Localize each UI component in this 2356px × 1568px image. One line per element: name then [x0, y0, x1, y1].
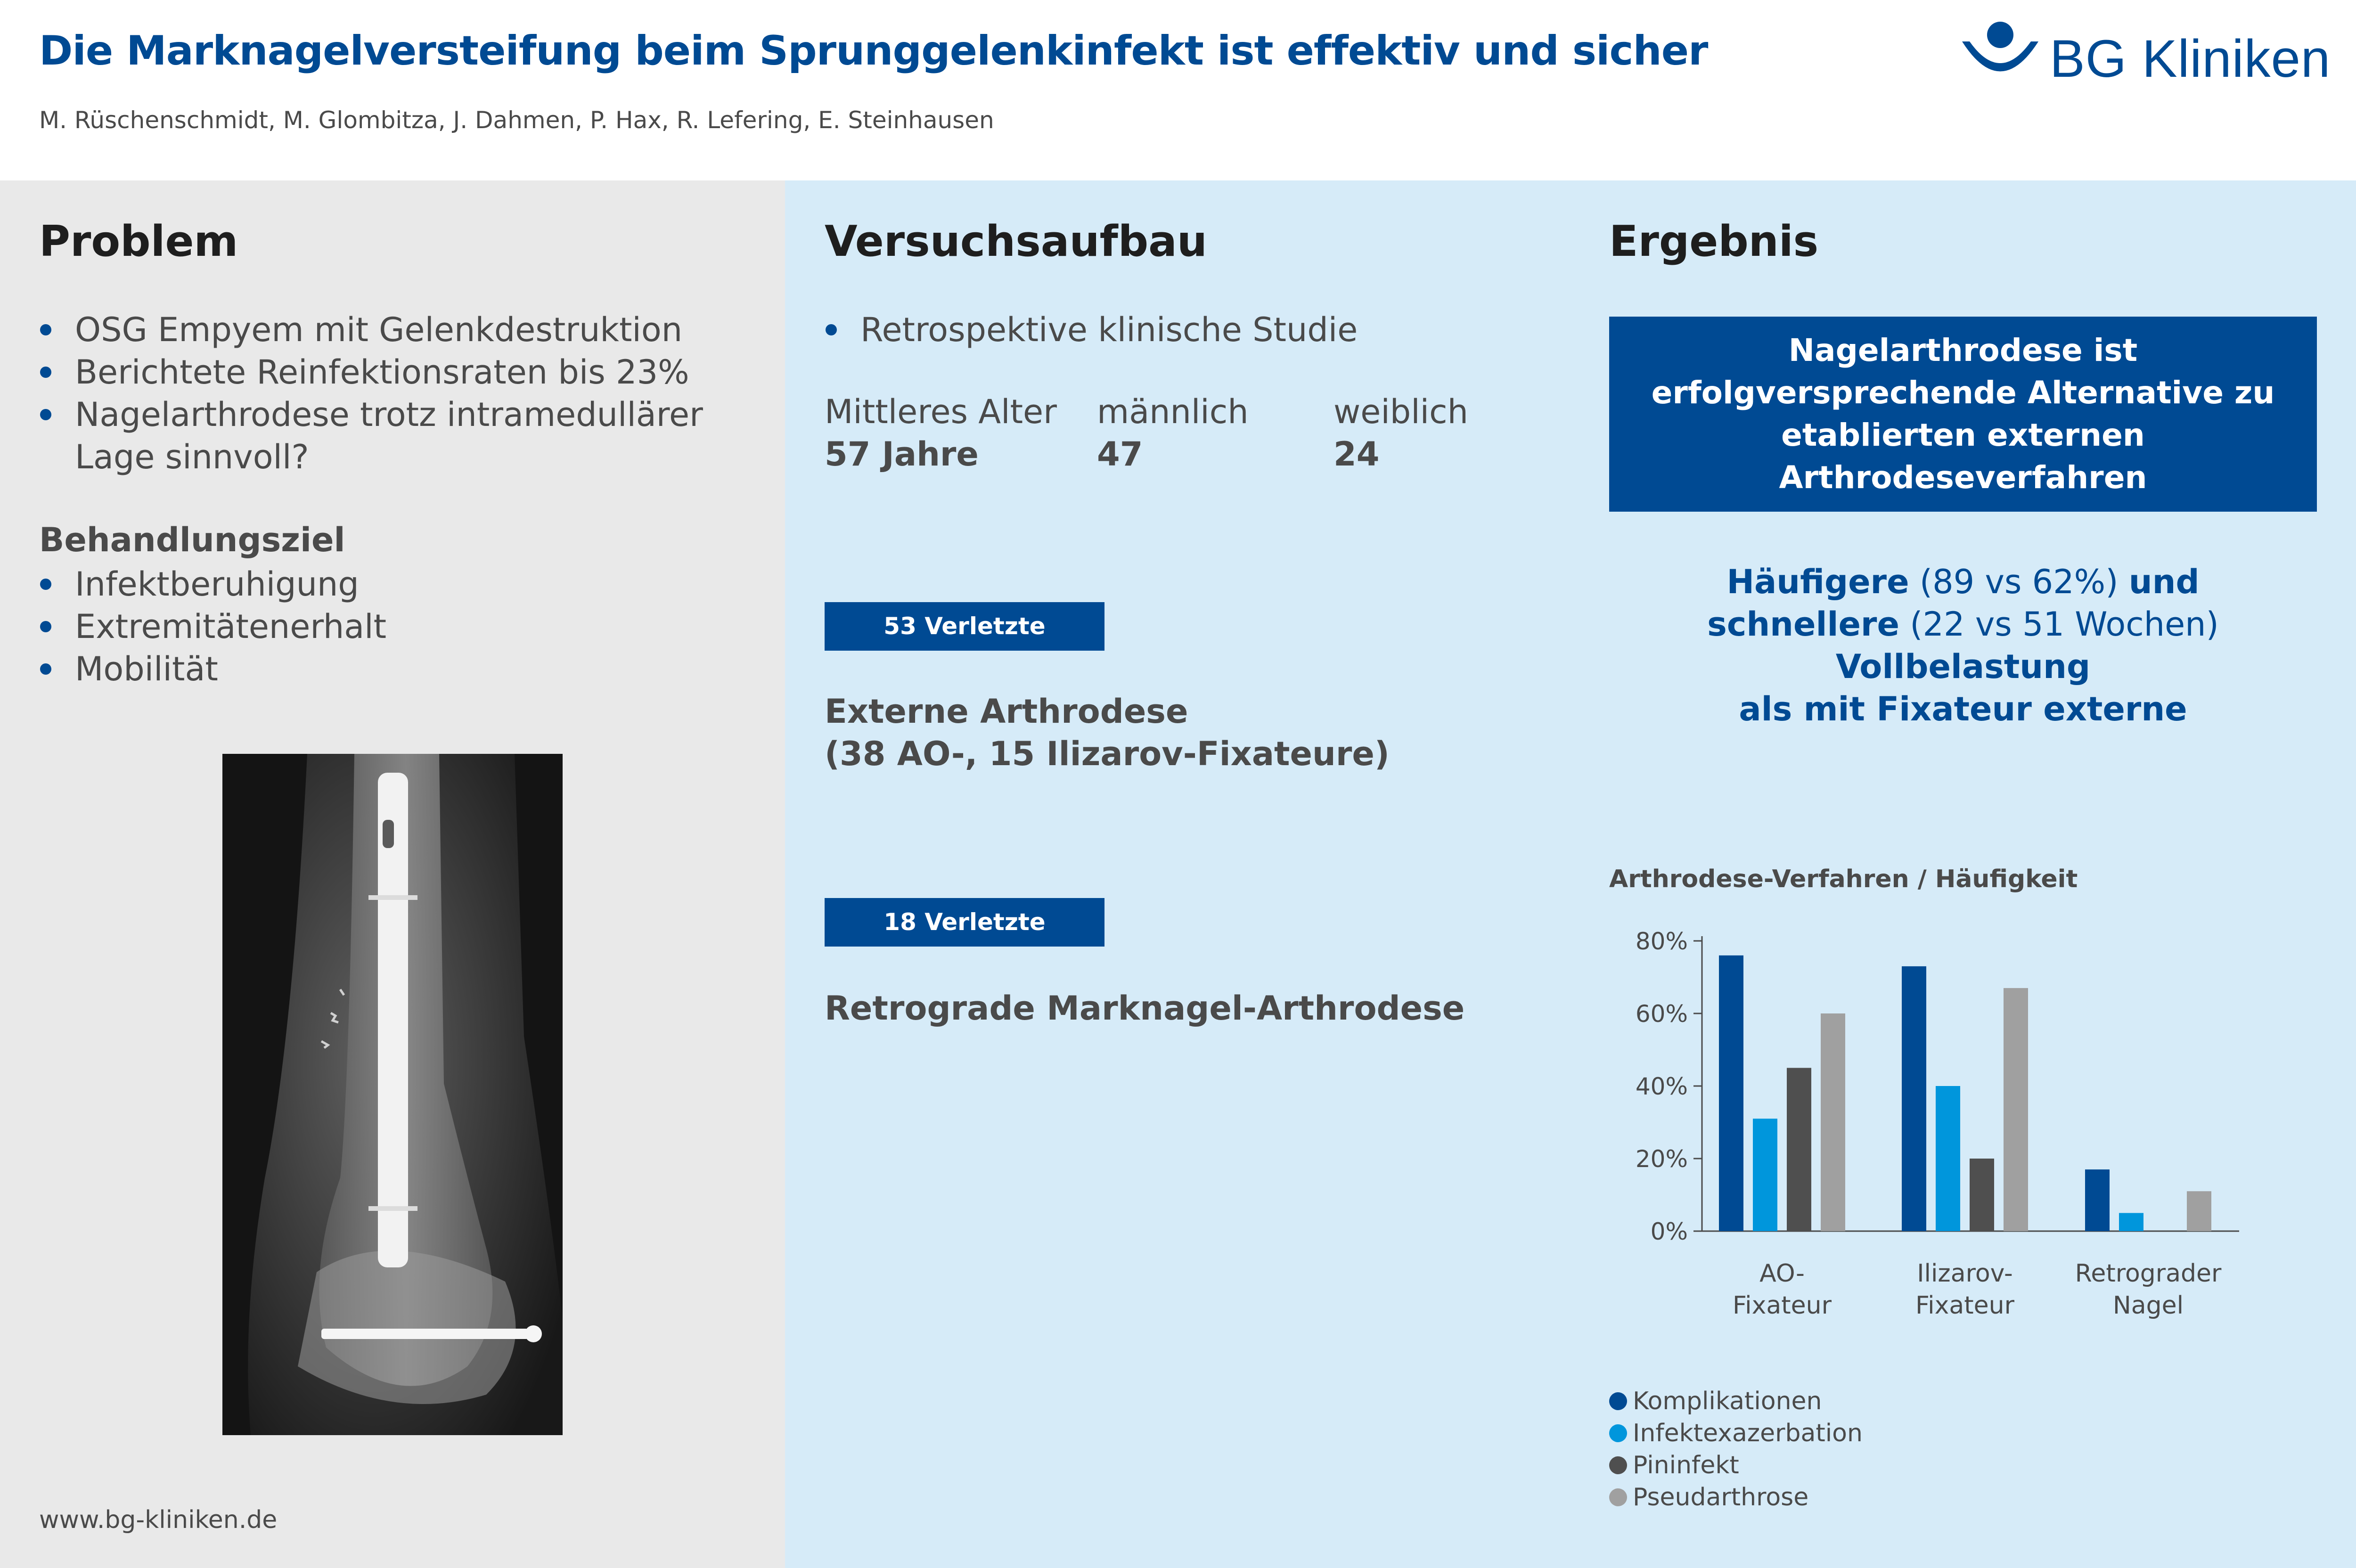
goal-heading: Behandlungsziel: [39, 521, 345, 559]
list-item: OSG Empyem mit Gelenkdestruktion: [39, 309, 746, 351]
finding-value: (89 vs 62%): [1919, 563, 2119, 601]
bar-pseudarthrose: [2004, 988, 2028, 1231]
x-tick-label: Fixateur: [1915, 1291, 2014, 1320]
y-tick-label: 40%: [1635, 1073, 1688, 1100]
cohort-external-title: Externe Arthrodese: [825, 692, 1188, 731]
poster-title: Die Marknagelversteifung beim Sprunggelenkinfekt ist effektiv und sicher: [39, 27, 1708, 74]
x-tick-label: AO-: [1759, 1259, 1805, 1288]
stat-label-female: weiblich: [1333, 392, 1468, 431]
problem-list: [39, 309, 746, 478]
finding-text: Vollbelastung: [1835, 647, 2091, 686]
legend-item-pseudarthrose: [1609, 1481, 1863, 1513]
list-item: Mobilität: [39, 648, 746, 690]
y-tick-label: 20%: [1635, 1145, 1688, 1173]
finding-text: Häufigere: [1726, 563, 1909, 601]
legend-item-komplikationen: [1609, 1385, 1863, 1417]
y-tick-label: 0%: [1650, 1218, 1688, 1245]
bar-komplikationen: [2085, 1169, 2110, 1231]
y-tick-label: 60%: [1635, 1000, 1688, 1028]
bg-kliniken-logo: [1960, 19, 2331, 90]
bar-infektexazerbation: [2119, 1213, 2143, 1232]
legend-swatch-icon: [1609, 1392, 1627, 1410]
cohort-external-detail: (38 AO-, 15 Ilizarov-Fixateure): [825, 735, 1390, 773]
list-item: Retrospektive klinische Studie: [825, 309, 1531, 351]
cohort-badge-external: 53 Verletzte: [825, 602, 1104, 651]
bar-komplikationen: [1902, 966, 1926, 1231]
bar-infektexazerbation: [1936, 1086, 1960, 1231]
finding-text: als mit Fixateur externe: [1739, 690, 2187, 728]
stat-value-female: 24: [1333, 435, 1380, 474]
x-tick-label: Ilizarov-: [1917, 1259, 2013, 1288]
stat-value-age: 57 Jahre: [825, 435, 979, 474]
bar-pseudarthrose: [1821, 1013, 1845, 1231]
setup-heading: Versuchsaufbau: [825, 217, 1207, 266]
list-item: Nagelarthrodese trotz intramedullärer Lage sinnvoll?: [39, 393, 706, 478]
header: [0, 0, 2356, 180]
x-tick-label: Fixateur: [1733, 1291, 1832, 1320]
list-item: Infektberuhigung: [39, 563, 746, 605]
problem-heading: Problem: [39, 217, 238, 266]
legend-label: Pininfekt: [1633, 1451, 1739, 1479]
website-url[interactable]: www.bg-kliniken.de: [39, 1506, 278, 1534]
bar-chart: [1570, 909, 2356, 1343]
logo-text: BG Kliniken: [2050, 29, 2331, 88]
result-heading: Ergebnis: [1609, 217, 1819, 266]
bar-infektexazerbation: [1753, 1119, 1777, 1231]
chart-legend: [1609, 1385, 1863, 1513]
legend-swatch-icon: [1609, 1424, 1627, 1442]
finding-text: schnellere: [1707, 605, 1899, 644]
bar-pseudarthrose: [2187, 1191, 2211, 1231]
bar-pininfekt: [1970, 1159, 1994, 1231]
x-tick-label: Retrograder: [2075, 1259, 2222, 1288]
legend-label: Komplikationen: [1633, 1387, 1822, 1415]
conclusion-box: [1609, 317, 2317, 512]
xray-image: [222, 754, 563, 1435]
list-item: Extremitätenerhalt: [39, 605, 746, 648]
author-list: M. Rüschenschmidt, M. Glombitza, J. Dahmen, P. Hax, R. Lefering, E. Steinhausen: [39, 106, 994, 134]
legend-label: Pseudarthrose: [1633, 1483, 1809, 1511]
goal-list: [39, 563, 746, 690]
cohort-badge-nail: 18 Verletzte: [825, 898, 1104, 947]
legend-label: Infektexazerbation: [1633, 1419, 1863, 1447]
x-tick-label: Nagel: [2112, 1291, 2184, 1320]
finding-text: und: [2128, 563, 2200, 601]
chart-title: Arthrodese-Verfahren / Häufigkeit: [1609, 865, 2078, 893]
conclusion-text: Nagelarthrodese ist erfolgversprechende Alternative zu etablierten externen Arthrodeseverfahren: [1651, 332, 2275, 496]
list-item: Berichtete Reinfektionsraten bis 23%: [39, 351, 746, 393]
bar-pininfekt: [1787, 1068, 1811, 1232]
setup-column: [785, 180, 1570, 1568]
stat-value-male: 47: [1097, 435, 1143, 474]
bar-komplikationen: [1719, 956, 1743, 1231]
setup-list: [825, 309, 1531, 351]
legend-item-pininfekt: [1609, 1449, 1863, 1481]
legend-swatch-icon: [1609, 1488, 1627, 1506]
stat-label-male: männlich: [1097, 392, 1249, 431]
stat-label-age: Mittleres Alter: [825, 392, 1057, 431]
key-finding: [1609, 561, 2317, 730]
y-tick-label: 80%: [1635, 928, 1688, 955]
logo-mark-icon: [1960, 19, 2040, 90]
legend-swatch-icon: [1609, 1456, 1627, 1474]
cohort-nail-title: Retrograde Marknagel-Arthrodese: [825, 989, 1465, 1028]
finding-value: (22 vs 51 Wochen): [1910, 605, 2219, 644]
legend-item-infektexazerbation: [1609, 1417, 1863, 1449]
